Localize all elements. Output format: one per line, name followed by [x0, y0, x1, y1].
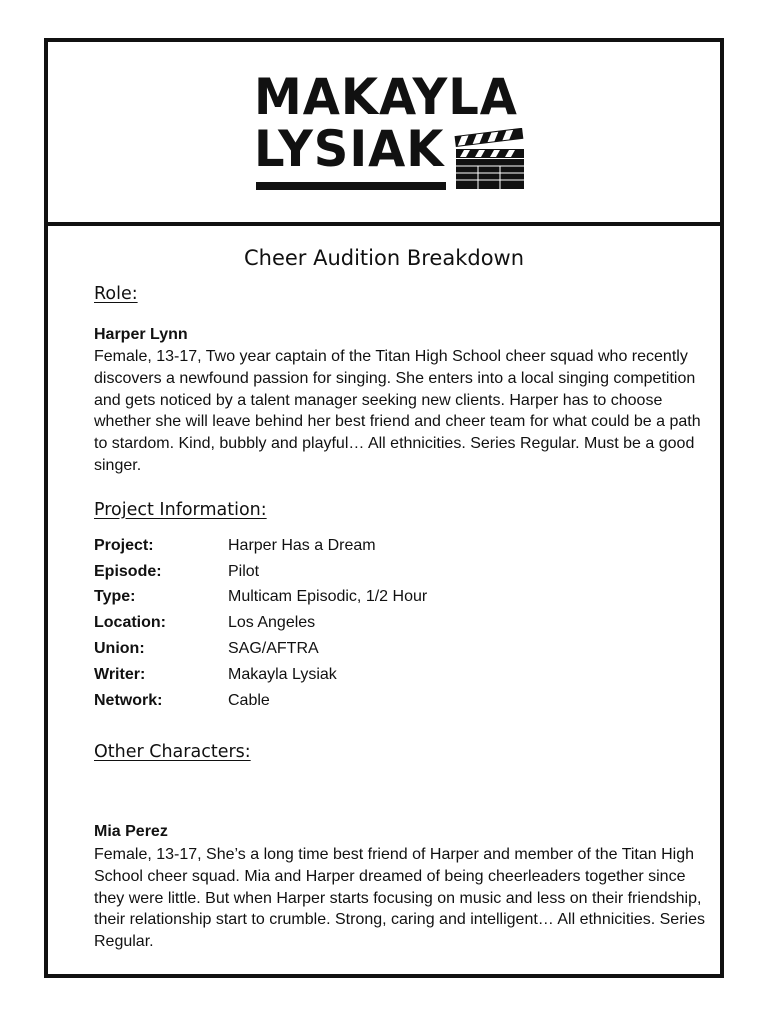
- role-character-description: Female, 13-17, Two year captain of the Titan High School cheer squad who recently discovers a newfound passion for singing. She enters into a local singing competition and gets noticed by a talent manager seeking new clients. Harper has to choose whether she will leave behind her best friend and cheer team for what could be a path to stardom. Kind, bubbly and playful… All ethnicities. Series Regular. Must be a good singer.: [94, 348, 701, 474]
- info-value: Cable: [228, 691, 270, 709]
- page-frame: [44, 38, 724, 978]
- table-row: [94, 610, 427, 636]
- table-row: [94, 559, 427, 585]
- table-row: [94, 585, 427, 611]
- info-label: Episode:: [94, 562, 162, 580]
- other-character-description: Female, 13-17, She’s a long time best friend of Harper and member of the Titan High School cheer squad. Mia and Harper dreamed of being cheerleaders together since they were little. But when Harper starts focusing on music and less on their friendship, their relationship start to crumble. Strong, caring and intelligent… All ethnicities. Series Regular.: [94, 846, 705, 951]
- document-title: Cheer Audition Breakdown: [243, 246, 525, 270]
- info-label: Location:: [94, 614, 166, 632]
- info-label: Project:: [94, 536, 154, 554]
- info-label: Type:: [94, 588, 136, 606]
- table-row: [94, 688, 427, 714]
- info-label: Union:: [94, 640, 145, 658]
- logo-line-1: MAKAYLA: [254, 68, 518, 126]
- info-value: SAG/AFTRA: [228, 640, 319, 658]
- clapperboard-icon: [454, 128, 526, 190]
- role-character-name: Harper Lynn: [94, 326, 188, 343]
- project-info-table: [94, 533, 427, 714]
- role-heading: Role:: [94, 284, 138, 304]
- info-label: Writer:: [94, 665, 146, 683]
- info-label: Network:: [94, 691, 163, 709]
- table-row: [94, 533, 427, 559]
- table-row: [94, 662, 427, 688]
- info-value: Pilot: [228, 562, 260, 580]
- header: [48, 42, 720, 226]
- logo-underline: [256, 182, 446, 190]
- info-value: Harper Has a Dream: [228, 536, 376, 554]
- other-characters-heading: Other Characters:: [94, 742, 251, 762]
- project-info-heading: Project Information:: [94, 500, 267, 520]
- info-value: Los Angeles: [228, 614, 316, 632]
- info-value: Makayla Lysiak: [228, 665, 337, 683]
- other-character-name: Mia Perez: [94, 823, 168, 840]
- info-value: Multicam Episodic, 1/2 Hour: [228, 588, 428, 606]
- logo: [254, 68, 530, 194]
- table-row: [94, 636, 427, 662]
- logo-line-2: LYSIAK: [254, 120, 445, 178]
